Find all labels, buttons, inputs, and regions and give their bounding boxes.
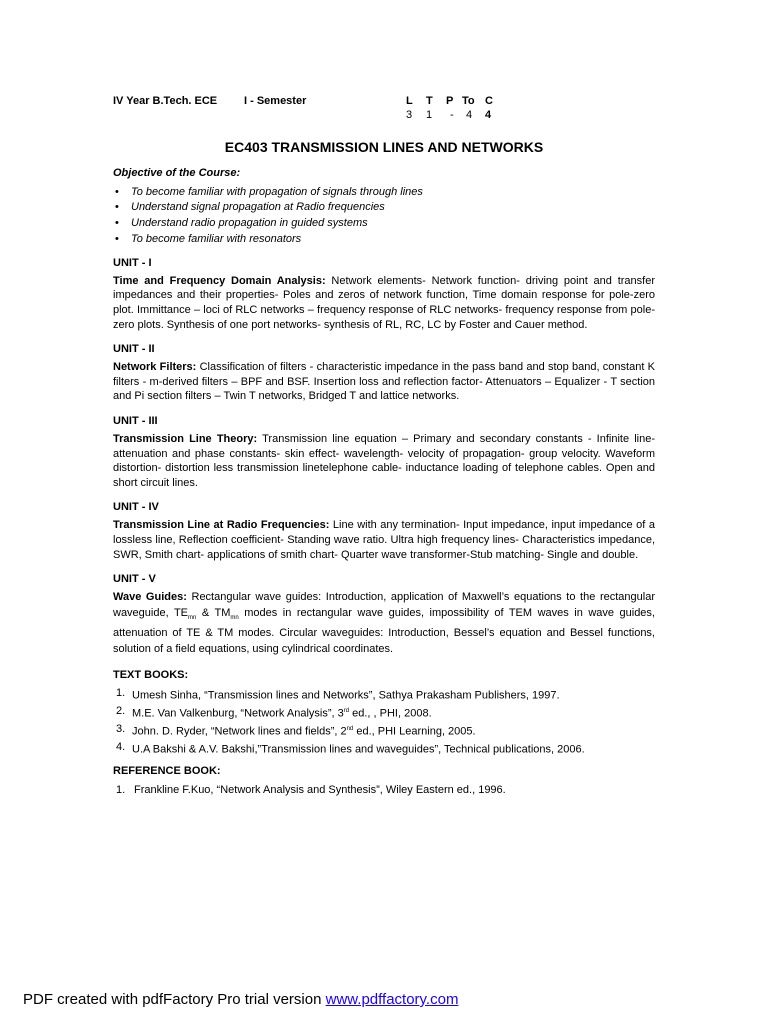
unit-1-text: Network elements- Network function- driving point and transfer impedances and their properties- Poles and zeros of network function, Time domain response for pole-zero plot. Immittance – loci of RLC networks – frequency response of RLC networks- frequency response from pole-zero plots. Synthesis of one port networks- synthesis of RL, RC, LC by Foster and Cauer method. — [113, 274, 655, 331]
textbook-text: M.E. Van Valkenburg, “Network Analysis”, 3 — [132, 707, 344, 720]
unit-5-sub-a: mn — [188, 614, 197, 621]
unit-2-text: Classification of filters - characteristic impedance in the pass band and stop band, constant K filters - m-derived filters – BPF and BSF. Insertion loss and reflection factor- Attenuators – Equalizer - T section and Pi section filters – Twin T networks, Bridged T and lattice networks. — [113, 361, 655, 403]
unit-5-heading: UNIT - V — [113, 573, 156, 586]
footer-text: PDF created with pdfFactory Pro trial version — [23, 991, 326, 1008]
unit-4-description — [113, 518, 655, 562]
course-content — [113, 166, 655, 801]
unit-3-description — [113, 432, 655, 490]
unit-4-heading: UNIT - IV — [113, 501, 159, 514]
textbooks-heading: TEXT BOOKS: — [113, 668, 189, 681]
reference-text: Frankline F.Kuo, “Network Analysis and Synthesis”, Wiley Eastern ed., 1996. — [134, 783, 506, 796]
reference-heading: REFERENCE BOOK: — [113, 765, 221, 778]
unit-2-lead: Network Filters: — [113, 361, 197, 374]
objective-item: • Understand signal propagation at Radio frequencies — [113, 200, 655, 216]
credit-labels — [406, 95, 493, 107]
textbook-number: 1. — [116, 687, 126, 700]
credit-value-p: - — [450, 109, 454, 121]
credit-value-to: 4 — [466, 109, 473, 121]
unit-5-lead: Wave Guides: — [113, 591, 187, 604]
unit-1-lead: Time and Frequency Domain Analysis: — [113, 274, 326, 287]
semester-label: I - Semester — [244, 95, 307, 107]
unit-3-text: Transmission line equation – Primary and secondary constants - Infinite line- attenuation and phase constants- skin effect- wavelength- velocity of propagation- group velocity. Waveform distortion- distortion less transmission linetelephone cable- inductance loading of telephone cables. Open and short circuit lines. — [113, 432, 655, 489]
textbook-text-rest: ed., PHI Learning, 2005. — [353, 725, 476, 738]
credit-table — [406, 95, 493, 121]
credit-label-p: P — [446, 95, 454, 107]
textbook-item — [113, 704, 655, 722]
year-label: IV Year B.Tech. ECE — [113, 95, 218, 107]
reference-number: 1. — [116, 783, 126, 796]
credit-value-c: 4 — [485, 109, 492, 121]
objective-list — [113, 185, 655, 248]
credit-label-t: T — [426, 95, 433, 107]
credit-label-to: To — [462, 95, 475, 107]
objective-item: • To become familiar with resonators — [113, 232, 655, 248]
textbook-item — [113, 740, 655, 758]
credit-label-c: C — [485, 95, 493, 107]
credit-label-l: L — [406, 95, 413, 107]
unit-1-heading: UNIT - I — [113, 256, 152, 269]
unit-4-text: Line with any termination- Input impedance, input impedance of a lossless line, Reflection coefficient- Standing wave ratio. Ultra high frequency lines- Characteristics impedance, SWR, Smith chart- applications of smith chart- Quarter wave transformer-Stub matching- Single and double. — [113, 519, 655, 561]
unit-2-heading: UNIT - II — [113, 343, 155, 356]
textbook-text: U.A Bakshi & A.V. Bakshi,”Transmission lines and waveguides”, Technical publications, 2006. — [132, 743, 585, 756]
textbook-item — [113, 686, 655, 704]
textbook-text-rest: ed., , PHI, 2008. — [349, 707, 432, 720]
reference-item — [113, 783, 655, 801]
textbook-text: John. D. Ryder, “Network lines and fields”, 2 — [132, 725, 347, 738]
pdf-footer — [23, 991, 458, 1008]
unit-5-text-a: Rectangular wave guides: Introduction, application of Maxwell’s equations to the rectangular waveguide, TE — [113, 591, 655, 619]
unit-3-lead: Transmission Line Theory: — [113, 432, 258, 445]
textbook-number: 4. — [116, 741, 126, 754]
unit-2-description — [113, 360, 655, 404]
unit-3-heading: UNIT - III — [113, 414, 158, 427]
textbook-number: 2. — [116, 705, 126, 718]
unit-5-text-b: & TM — [196, 606, 231, 619]
textbook-sup: nd — [346, 726, 354, 733]
unit-1-description — [113, 274, 655, 332]
unit-4-lead: Transmission Line at Radio Frequencies: — [113, 519, 330, 532]
course-title: EC403 TRANSMISSION LINES AND NETWORKS — [224, 139, 544, 155]
textbook-item — [113, 722, 655, 740]
textbook-text: Umesh Sinha, “Transmission lines and Networks”, Sathya Prakasham Publishers, 1997. — [132, 689, 560, 702]
credit-values — [406, 109, 493, 121]
unit-5-description — [113, 590, 655, 658]
objective-item: • Understand radio propagation in guided systems — [113, 216, 655, 232]
textbook-number: 3. — [116, 723, 126, 736]
textbooks-list — [113, 686, 655, 758]
unit-5-sub-b: mn — [230, 614, 239, 621]
pdffactory-link[interactable]: www.pdffactory.com — [325, 991, 459, 1008]
textbook-sup: rd — [343, 708, 350, 715]
unit-5-text-c: modes in rectangular wave guides, impossibility of TEM waves in wave guides, attenuation of TE & TM modes. Circular waveguides: Introduction, Bessel’s equation and Bessel functions, solution of a field equations, using cylindrical coordinates. — [113, 606, 655, 656]
credit-value-t: 1 — [426, 109, 433, 121]
objective-item: • To become familiar with propagation of signals through lines — [113, 185, 655, 201]
credit-value-l: 3 — [406, 109, 413, 121]
reference-list — [113, 783, 655, 801]
objective-heading: Objective of the Course: — [113, 167, 241, 179]
